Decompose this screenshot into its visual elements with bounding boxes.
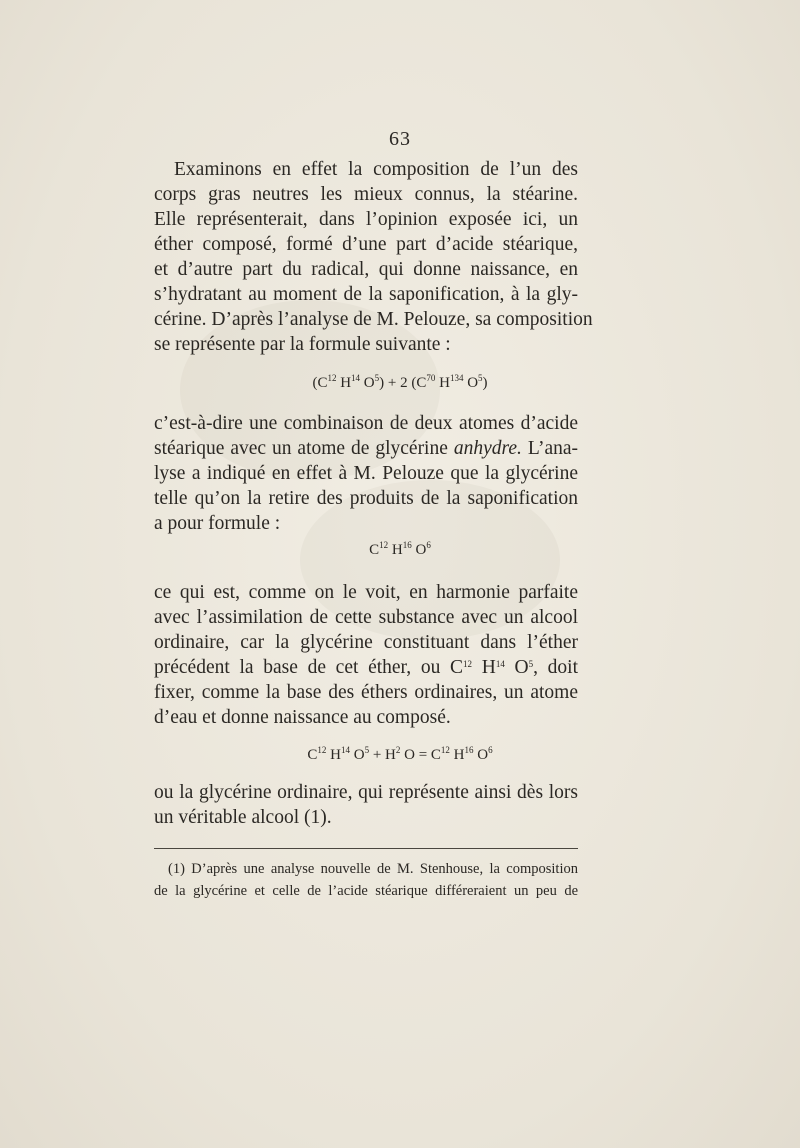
footnote-divider (154, 848, 578, 849)
text-line: ce qui est, comme on le voit, en harmonie parfaite (154, 582, 578, 603)
text-line: un véritable alcool (1). (154, 807, 332, 828)
text-line: fixer, comme la base des éthers ordinaires, un atome (154, 682, 578, 703)
text-line: avec l’assimilation de cette substance avec un alcool (154, 607, 578, 628)
text-line: c’est-à-dire une combinaison de deux atomes d’acide (154, 413, 578, 434)
text-line: éther composé, formé d’une part d’acide stéarique, (154, 234, 578, 255)
paragraph-1 (154, 157, 593, 357)
text-line: corps gras neutres les mieux connus, la stéarine. (154, 184, 578, 205)
text-line: s’hydratant au moment de la saponification, à la gly- (154, 284, 578, 305)
text-line: stéarique avec un atome de glycérine anhydre. L’ana- (154, 438, 578, 459)
text-line: d’eau et donne naissance au composé. (154, 707, 451, 728)
text-line: telle qu’on la retire des produits de la saponification (154, 488, 578, 509)
footnote-line: (1) D’après une analyse nouvelle de M. Stenhouse, la composition (168, 861, 578, 877)
formula-glycerine: $C^{12}$ $H^{16}$ $O^6$ (369, 540, 431, 558)
text-line: et d’autre part du radical, qui donne naissance, en (154, 259, 578, 280)
page-number: 63 (389, 128, 411, 150)
text-line: se représente par la formule suivante : (154, 334, 451, 355)
text-line: cérine. D’après l’analyse de M. Pelouze, sa composition (154, 309, 593, 330)
text-line: précédent la base de cet éther, ou $C^{12}$ $H^{14}$ $O^5$, doit (154, 657, 578, 678)
paragraph-2 (154, 411, 578, 536)
paragraph-3 (154, 580, 578, 730)
text-line: ou la glycérine ordinaire, qui représente ainsi dès lors (154, 782, 578, 803)
text-line: Elle représenterait, dans l’opinion exposée ici, un (154, 209, 578, 230)
footnote (154, 858, 578, 902)
text-line: ordinaire, car la glycérine constituant dans l’éther (154, 632, 578, 653)
text-line: lyse a indiqué en effet à M. Pelouze que la glycérine (154, 463, 578, 484)
formula-hydration: $C^{12}$ $H^{14}$ $O^5 + H^2$ $O = C^{12}$ $H^{16}$ $O^6$ (307, 745, 493, 763)
paragraph-4 (154, 780, 578, 830)
formula-stearine: ($C^{12}$ $H^{14}$ $O^5) + 2$ ($C^{70}$ $H^{134}$ $O^5$) (312, 373, 488, 391)
footnote-line: de la glycérine et celle de l’acide stéarique différeraient un peu de (154, 883, 578, 899)
text-line: a pour formule : (154, 513, 281, 534)
text-line: Examinons en effet la composition de l’un des (174, 159, 578, 180)
